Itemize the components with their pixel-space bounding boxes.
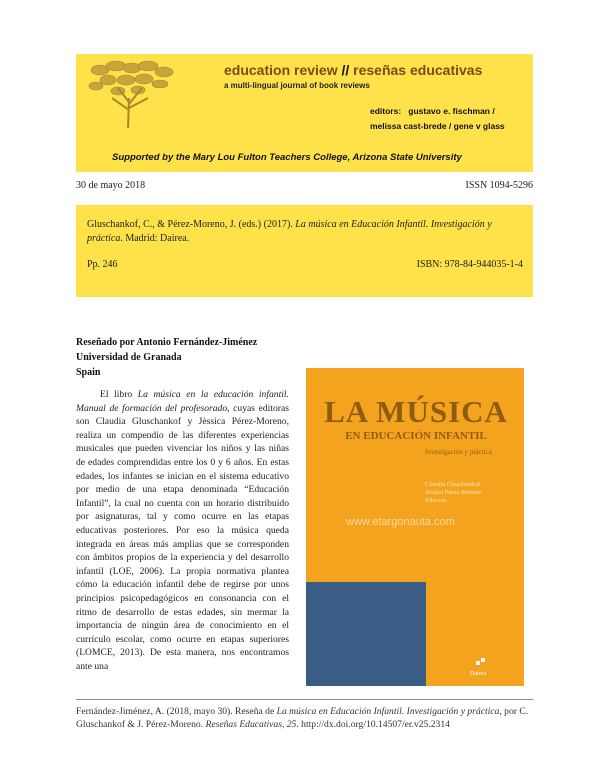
editors-label: editors: (370, 106, 402, 116)
cover-watermark: www.etargonauta.com (346, 516, 455, 528)
supported-by: Supported by the Mary Lou Fulton Teachers College, Arizona State University (112, 152, 462, 163)
issue-date: 30 de mayo 2018 (76, 180, 146, 191)
review-body (76, 388, 289, 673)
cover-title: LA MÚSICA (324, 394, 508, 429)
book-citation: Gluschankof, C., & Pérez-Moreno, J. (eds.) (2017). La música en Educación Infantil. Investigación y práctica. Madrid: Dairea. (87, 219, 492, 244)
reviewer-country: Spain (76, 367, 101, 378)
citation-box (76, 205, 533, 297)
editors-names: gustavo e. fischman / (408, 106, 495, 116)
reviewer-name: Reseñado por Antonio Fernández-Jiménez (76, 337, 258, 348)
publisher-logo-icon (476, 657, 486, 667)
cover-editors: Editoras (425, 497, 447, 504)
paragraph: El libro La música en la educación infantil. Manual de formación del profesorado, cuyas editoras son Claudia Gluschankof y Jèssica Pérez-Moreno, realiza un compendio de las diferentes experiencias musicales que pueden vivenciar los niños y las niñas de edades comprendidas entre los 0 y 6 años. En estas edades, los infantes se inician en el sistema educativo por medio de una etapa denominada “Educación Infantil”, la cual no cuenta con un horario distribuido por asignaturas, tal y como ocurre en las etapas educativas posteriores. Por eso la música queda integrada en áreas más amplias que se corresponden con ámbitos propios de la experiencia y del desarrollo infantil (LOE, 2006). La propia normativa plantea cómo la educación infantil debe de regirse por unos principios psicopedagógicos en consonancia con el ritmo de desarrollo de estas edades, sin mermar la importancia de ningún área de conocimiento en el currículo escolar, como ocurre en etapas superiores (LOMCE, 2013). De esta manera, nos encontramos ante una (76, 389, 289, 672)
cover-subtitle-2: Investigación y práctica (425, 448, 492, 456)
cover-author-1: Claudia Gluschankof (425, 481, 481, 488)
footer-divider (76, 699, 533, 700)
cover-author-2: Jèssica Pérez-Moreno (425, 489, 482, 496)
editors-line-1 (370, 106, 495, 116)
issn: ISSN 1094-5296 (465, 180, 533, 191)
cover-publisher: Dairea (470, 671, 486, 677)
cover-subtitle: EN EDUCACIÓN INFANTIL (345, 430, 487, 442)
book-pages: Pp. 246 (87, 259, 118, 270)
book-cover-image (306, 368, 524, 686)
book-isbn: ISBN: 978-84-944035-1-4 (416, 259, 523, 270)
journal-title: education review // reseñas educativas (224, 62, 483, 78)
journal-subtitle: a multi-lingual journal of book reviews (224, 81, 370, 90)
tree-logo-icon (82, 58, 178, 128)
cover-blue-block (306, 582, 426, 686)
footer-citation: Fernández-Jiménez, A. (2018, mayo 30). Reseña de La música en Educación Infantil. Investigación y práctica, por C. Gluschankof & J. Pérez-Moreno. Reseñas Educativas, 25. http://dx.doi.org/10.14507/er.v25.2314 (76, 706, 529, 730)
journal-banner (76, 54, 533, 172)
editors-line-2: melissa cast-brede / gene v glass (370, 121, 505, 131)
book-title: La música en Educación Infantil. Investigación y práctica (87, 219, 492, 244)
reviewer-university: Universidad de Granada (76, 352, 182, 363)
